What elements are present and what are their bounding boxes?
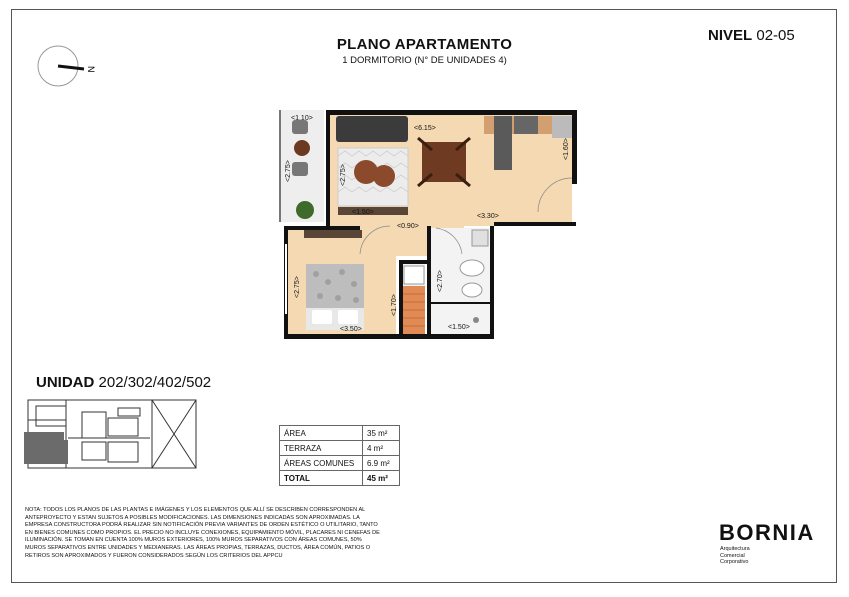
compass-north-label: N — [86, 66, 96, 73]
page-subtitle: 1 DORMITORIO (N° DE UNIDADES 4) — [342, 55, 507, 66]
plant-icon — [296, 201, 314, 219]
key-plan — [22, 398, 200, 472]
sink-icon — [472, 230, 488, 246]
toilet-icon — [460, 260, 484, 276]
compass-needle — [58, 66, 84, 69]
dim-living-width: <6.15> — [414, 125, 436, 132]
unit-heading — [36, 374, 211, 391]
cooktop-icon — [514, 116, 538, 134]
terrace-table-icon — [294, 140, 310, 156]
floor-plan — [276, 104, 581, 344]
sofa-icon — [336, 116, 408, 142]
dim-living-lower: <3.30> — [477, 213, 499, 220]
areas-table — [279, 425, 400, 486]
dim-terrace-width: <1.10> — [291, 115, 313, 122]
stair-duct — [403, 286, 425, 336]
dim-bedroom-depth: <2.75> — [294, 276, 301, 298]
table-row: ÁREA 35 m² — [280, 426, 400, 441]
nivel-label — [708, 27, 795, 44]
dim-bath-width: <1.50> — [448, 324, 470, 331]
bornia-logo: BORNIA — [719, 520, 815, 545]
dim-kitchen-depth: <1.60> — [563, 138, 570, 160]
disclaimer-note: NOTA: TODOS LOS PLANOS DE LAS PLANTAS E IMÁGENES Y LOS ELEMENTOS QUE ALLÍ SE DESCRIBEN CORRESPONDEN AL ANTEPROYECTO Y ESTAN SUJETOS A POSIBLES MODIFICACIONES. LAS DIMENSIONES INDICADAS SON APROXIMADAS. LA EMPRESA CONSTRUCTORA PODRÁ REALIZAR SIN NOTIFICACIÓN PREVIA VARIANTES DE ORDEN ESTÉTICO O UTILITARIO, TANTO EN BIENES COMUNES COMO PROPIOS. EL PRECIO NO INCLUYE CONEXIONES, EQUIPAMIENTO MÓVIL, PLACARES NI CENEFAS DE ILUMINACIÓN. SE TOMAN EN CUENTA 100% MUROS EXTERIORES, 100% MUROS SEPARATIVOS CON ÁREAS COMUNES, 50% MUROS SEPARATIVOS ENTRE UNIDADES Y MEDIANERAS. LAS ÁREAS PROPIAS, TERRAZAS, DUCTOS, ÁREA COMÚN, PATIOS O RETIROS SON APROXIMADOS Y FUERON CONSIDERADOS SEGÚN LOS CRITERIOS DEL APPCU — [25, 507, 380, 559]
dim-terrace-depth: <2.75> — [285, 160, 292, 182]
table-total-row: TOTAL 45 m² — [280, 471, 400, 486]
dim-sofa-wall: <1.50> — [352, 209, 374, 216]
dim-hall-width: <0.90> — [397, 223, 419, 230]
table-row: ÁREAS COMUNES 6.9 m² — [280, 456, 400, 471]
unit-numbers: 202/302/402/502 — [98, 374, 212, 391]
kitchen-sink-icon — [494, 116, 512, 170]
page-title: PLANO APARTAMENTO — [336, 36, 513, 53]
unit-highlight — [24, 432, 64, 464]
unit-label: UNIDAD — [36, 374, 95, 391]
dim-bath-depth: <2.70> — [437, 270, 444, 292]
dim-living-depth: <2.75> — [340, 164, 347, 186]
fridge-icon — [552, 116, 572, 138]
nivel-value: 02-05 — [756, 27, 795, 44]
dim-bedroom-width: <3.50> — [340, 326, 362, 333]
nivel-word: NIVEL — [708, 27, 753, 44]
table-row: TERRAZA 4 m² — [280, 441, 400, 456]
north-compass-icon — [34, 44, 104, 92]
dim-closet-depth: <1.70> — [391, 294, 398, 316]
logo-tagline: Arquitectura Comercial Corporativo — [720, 546, 750, 565]
